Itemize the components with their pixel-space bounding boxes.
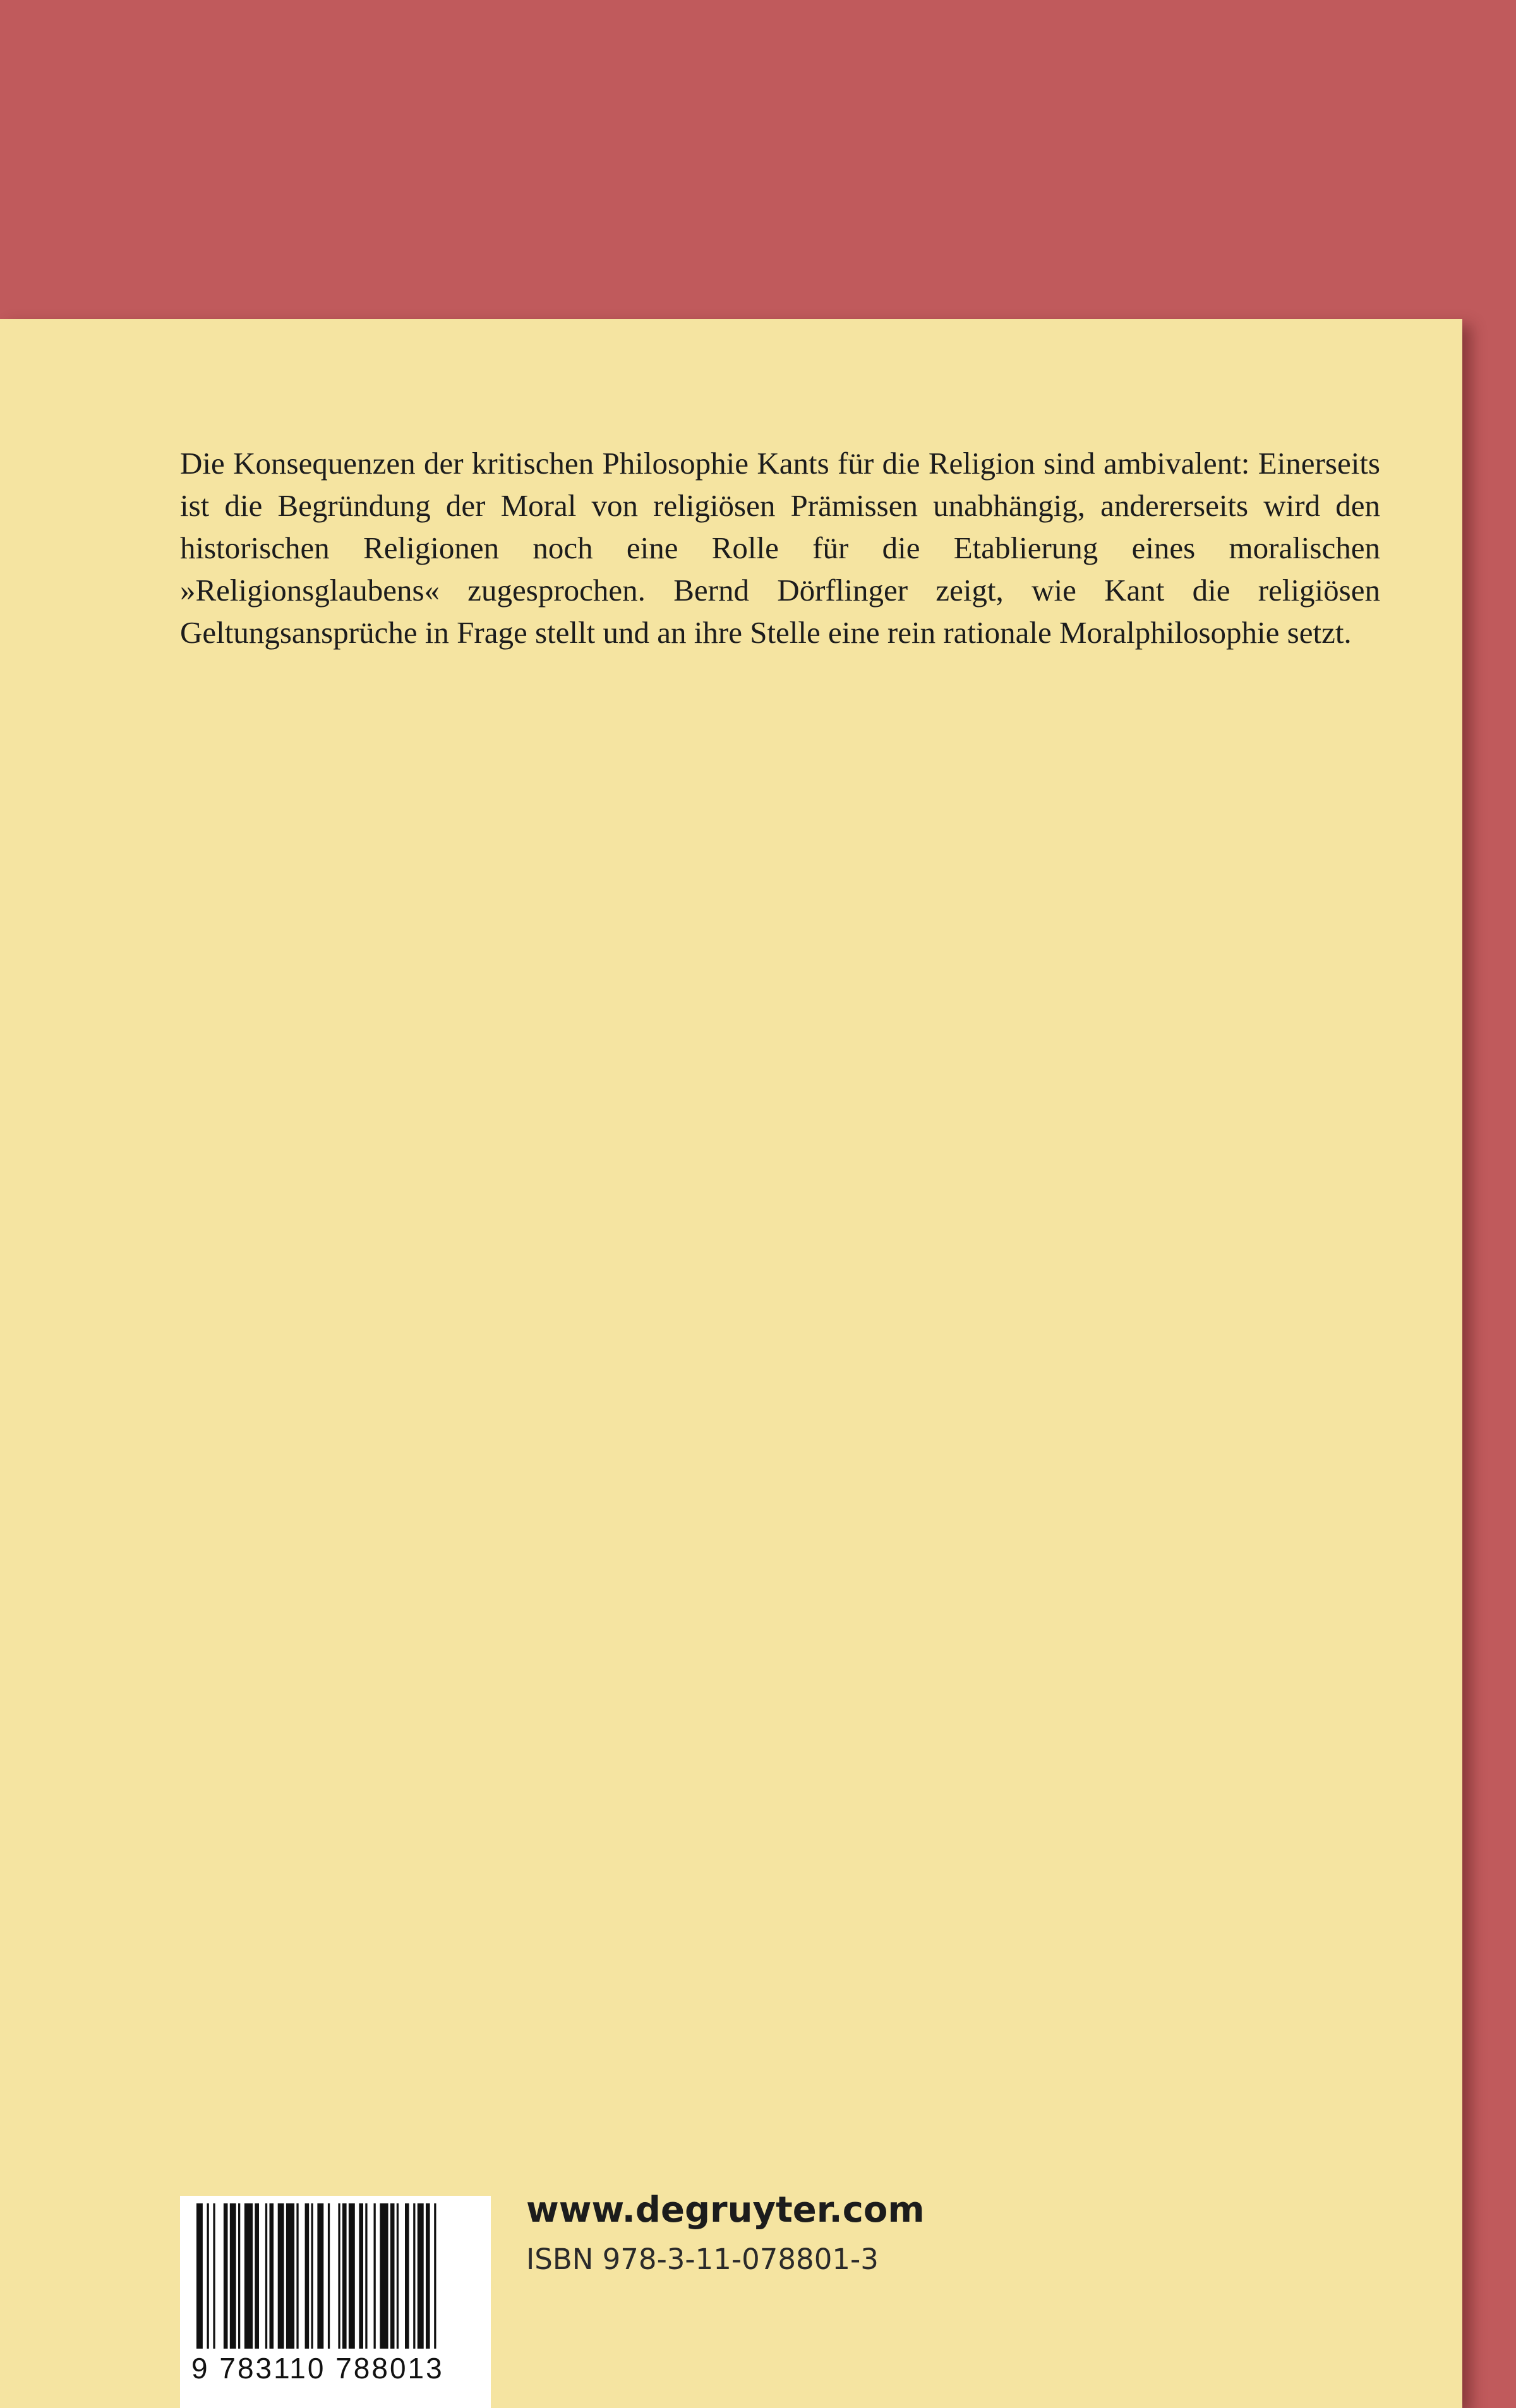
barcode-bar bbox=[390, 2203, 395, 2349]
barcode-bar bbox=[413, 2203, 415, 2349]
barcode-bar bbox=[365, 2203, 367, 2349]
barcode-bar bbox=[359, 2203, 363, 2349]
barcode-bar bbox=[380, 2203, 388, 2349]
blurb-text: Die Konsequenzen der kritischen Philosophie Kants für die Religion sind ambivalent: Einerseits ist die Begründung der Moral von religiösen Prämissen unabhängig, andererseits wird den historischen Religionen noch eine Rolle für die Etablierung eines moralischen »Religionsglaubens« zugesprochen. Bernd Dörflinger zeigt, wie Kant die religiösen Geltungsansprüche in Frage stellt und an ihre Stelle eine rein rationale Moralphilosophie setzt. bbox=[180, 446, 1380, 650]
barcode-bar bbox=[265, 2203, 267, 2349]
barcode-bar bbox=[305, 2203, 310, 2349]
barcode-bar bbox=[278, 2203, 284, 2349]
barcode-bar bbox=[374, 2203, 376, 2349]
barcode-digits: 9 783110 788013 bbox=[191, 2352, 444, 2385]
cover-panel bbox=[0, 319, 1462, 2408]
barcode-bar bbox=[230, 2203, 236, 2349]
barcode-bar bbox=[434, 2203, 436, 2349]
barcode-bar bbox=[397, 2203, 399, 2349]
barcode-bar bbox=[238, 2203, 240, 2349]
barcode-bar bbox=[270, 2203, 274, 2349]
barcode-bar bbox=[311, 2203, 313, 2349]
barcode bbox=[180, 2196, 491, 2408]
barcode-bar bbox=[317, 2203, 323, 2349]
barcode-bar bbox=[224, 2203, 228, 2349]
barcode-bar bbox=[213, 2203, 215, 2349]
barcode-bar bbox=[207, 2203, 209, 2349]
barcode-bar bbox=[342, 2203, 347, 2349]
barcode-bar bbox=[405, 2203, 409, 2349]
barcode-bar bbox=[338, 2203, 340, 2349]
barcode-bar bbox=[296, 2203, 298, 2349]
barcode-bar bbox=[426, 2203, 430, 2349]
barcode-bar bbox=[255, 2203, 259, 2349]
barcode-bar bbox=[418, 2203, 424, 2349]
barcode-bar bbox=[349, 2203, 355, 2349]
barcode-bar bbox=[286, 2203, 294, 2349]
barcode-bar bbox=[244, 2203, 253, 2349]
publisher-url[interactable]: www.degruyter.com bbox=[526, 2189, 925, 2231]
isbn-number: ISBN 978-3-11-078801-3 bbox=[526, 2243, 879, 2276]
barcode-bar bbox=[328, 2203, 330, 2349]
barcode-bar bbox=[196, 2203, 203, 2349]
